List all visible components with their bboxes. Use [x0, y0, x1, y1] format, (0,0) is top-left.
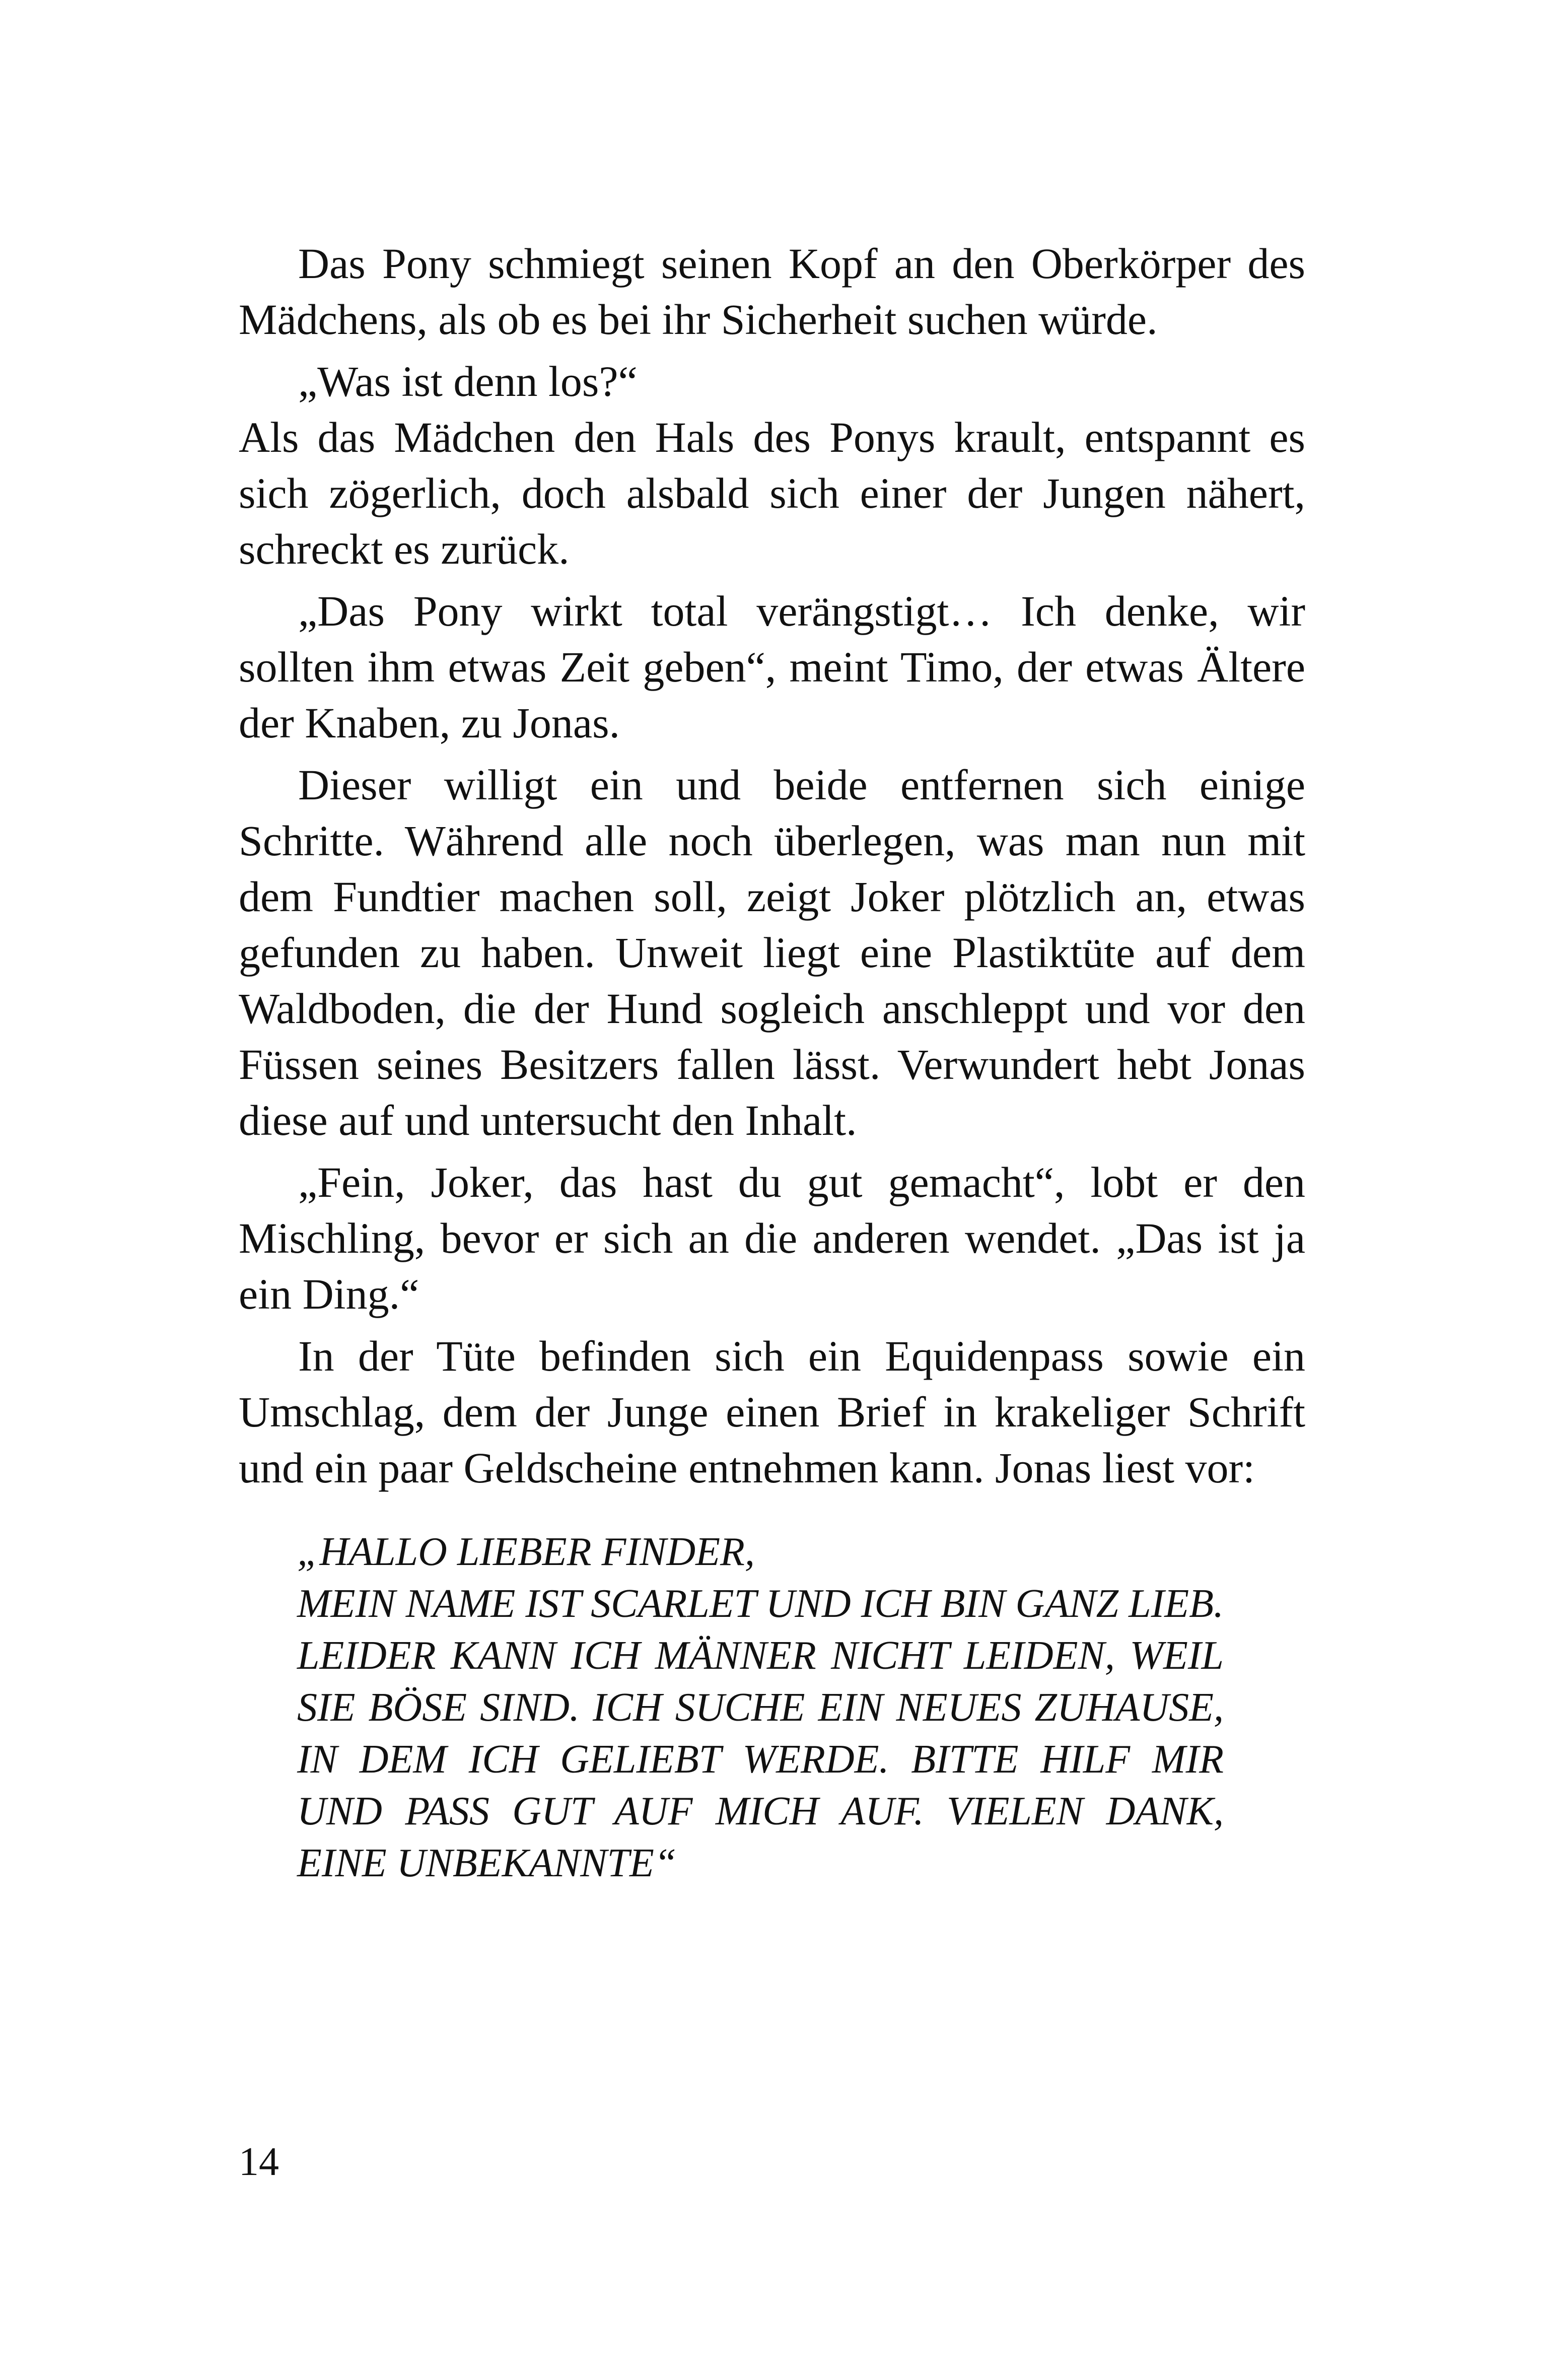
page-number: 14 — [239, 2140, 279, 2184]
paragraph: Das Pony schmiegt seinen Kopf an den Oberkörper des Mädchens, als ob es bei ihr Sicherheit suchen würde. — [239, 239, 1305, 344]
paragraph: „Das Pony wirkt total verängstigt… Ich denke, wir sollten ihm etwas Zeit geben“, meint Timo, der etwas Ältere der Knaben, zu Jonas. — [239, 587, 1305, 747]
paragraph: Dieser willigt ein und beide entfernen sich einige Schritte. Während alle noch überlegen, was man nun mit dem Fundtier machen soll, zeigt Joker plötzlich an, etwas gefunden zu haben. Unweit liegt eine Plastiktüte auf dem Waldboden, die der Hund sogleich anschleppt und vor den Füssen seines Besitzers fallen lässt. Verwundert hebt Jonas diese auf und untersucht den Inhalt. — [239, 761, 1305, 1144]
letter-greeting: „HALLO LIEBER FINDER, — [297, 1530, 755, 1574]
paragraph: In der Tüte befinden sich ein Equidenpass sowie ein Umschlag, dem der Junge einen Brief in krakeliger Schrift und ein paar Geldscheine entnehmen kann. Jonas liest vor: — [239, 1332, 1305, 1492]
paragraph: „Was ist denn los?“ — [298, 357, 638, 405]
body-text — [239, 236, 1305, 1496]
paragraph: Als das Mädchen den Hals des Ponys krault, entspannt es sich zögerlich, doch alsbald sich einer der Jungen nähert, schreckt es zurück. — [239, 413, 1305, 573]
paragraph: „Fein, Joker, das hast du gut gemacht“, lobt er den Mischling, bevor er sich an die anderen wendet. „Das ist ja ein Ding.“ — [239, 1158, 1305, 1318]
letter-quote — [297, 1526, 1224, 1889]
letter-body: MEIN NAME IST SCARLET UND ICH BIN GANZ LIEB. LEIDER KANN ICH MÄNNER NICHT LEIDEN, WEIL SIE BÖSE SIND. ICH SUCHE EIN NEUES ZUHAUSE, IN DEM ICH GELIEBT WERDE. BITTE HILF MIR UND PASS GUT AUF MICH AUF. VIELEN DANK, EINE UNBEKANNTE“ — [297, 1582, 1224, 1885]
